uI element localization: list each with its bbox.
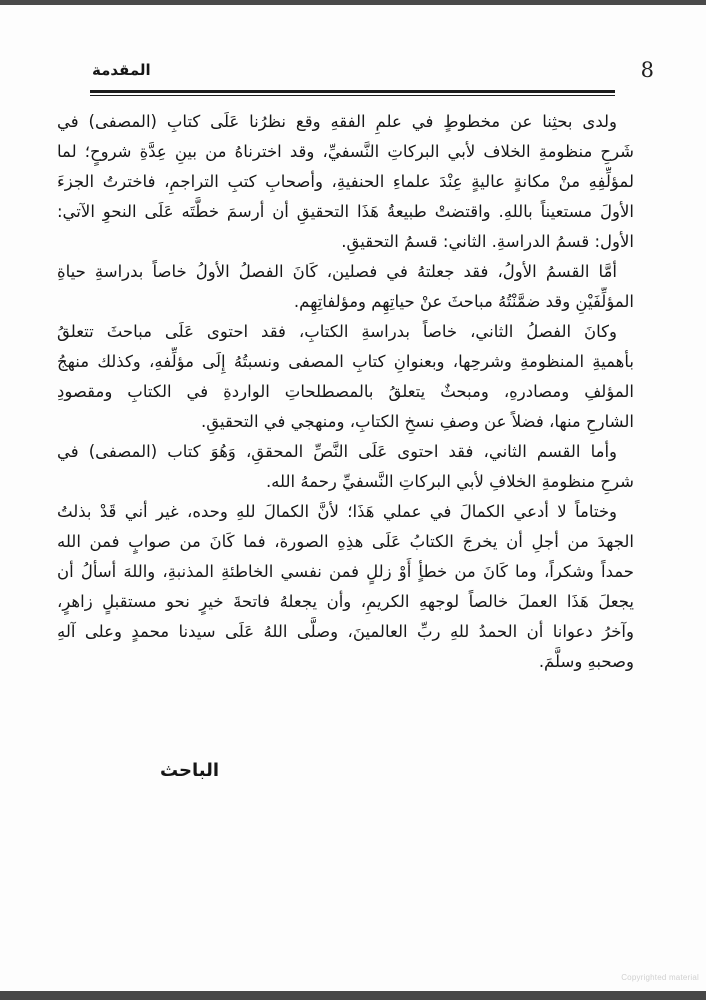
text-line: وكانَ الفصلُ الثاني، خاصاً بدراسةِ الكتابِ، فقد احتوى عَلَى مباحثَ تتعلقُ — [57, 322, 617, 341]
text-line: لمؤلِّفِهِ منْ مكانةٍ عاليةٍ عِنْدَ علماءِ الحنفيةِ، وأصحابِ كتبِ التراجمِ، فاخترتُ الجزءَ — [57, 172, 634, 191]
body-text — [57, 107, 634, 677]
text-line: شرحِ منظومةِ الخلافِ لأبي البركاتِ النَّسفيِّ رحمهُ الله. — [265, 472, 634, 491]
text-line: وآخرُ دعوانا أن الحمدُ للهِ ربِّ العالمينَ، وصلَّى اللهُ عَلَى سيدنا محمدٍ وعلى آلهِ — [57, 622, 634, 641]
section-title: المقدمة — [92, 61, 151, 79]
text-line: أمَّا القسمُ الأولُ، فقد جعلتهُ في فصلين، كَانَ الفصلُ الأولُ خاصاً بدراسةِ حياةِ — [57, 262, 617, 281]
text-line: الأولَ مستعيناً باللهِ. واقتضتْ طبيعةُ هَذَا التحقيقِ أن أرسمَ خطَّتَه عَلَى النحوِ الآتي: — [57, 202, 634, 221]
header-rule — [90, 90, 615, 96]
text-line: يجعلَ هَذَا العملَ خالصاً لوجههِ الكريمِ، وأن يجعلهُ فاتحةَ خيرٍ نحو مستقبلٍ زاهرٍ، — [57, 592, 634, 611]
text-line: وأما القسم الثاني، فقد احتوى عَلَى النَّصِّ المحققِ، وَهُوَ كتاب (المصفى) في — [57, 442, 617, 461]
text-line: وصحبهِ وسلَّمَ. — [538, 652, 634, 671]
text-line: شَرحِ منظومةِ الخلاف لأبي البركاتِ النَّسفيِّ، وقد اخترناهُ من بينِ عِدَّةِ شروحٍ؛ لما — [57, 142, 634, 161]
copyright-watermark: Copyrighted material — [621, 973, 699, 982]
text-line: المؤلفِ ومصادرهِ، ومبحثٌ يتعلقُ بالمصطلحاتِ الواردةِ في الكتابِ ومقصودِ — [57, 382, 634, 401]
text-line: الأول: قسمُ الدراسةِ. الثاني: قسمُ التحقيقِ. — [341, 232, 634, 251]
text-line: ولدى بحثِنا عن مخطوطٍ في علمِ الفقهِ وقع نظرُنا عَلَى كتابِ (المصفى) في — [57, 112, 617, 131]
page-number: 8 — [640, 58, 654, 82]
scan-edge-bottom — [0, 991, 706, 1000]
text-line: وختاماً لا أدعي الكمالَ في عملي هَذَا؛ لأنَّ الكمالَ للهِ وحده، غير أني قَدْ بذلتُ — [57, 502, 617, 521]
text-line: الشارحِ منها، فضلاً عن وصفِ نسخِ الكتابِ، ومنهجي في التحقيقِ. — [200, 412, 634, 431]
signature-label: الباحث — [160, 760, 220, 781]
text-line: بأهميةِ المنظومةِ وشرحِها، وبعنوانِ كتابِ المصفى ونسبتُهُ إِلَى مؤلِّفهِ، وكذلك منهجُ — [57, 352, 634, 371]
scan-edge-top — [0, 0, 706, 5]
text-line: الجهدَ من أجلِ أن يخرجَ الكتابُ عَلَى هذِهِ الصورة، فما كَانَ من صوابٍ فمن الله — [57, 532, 634, 551]
text-line: حمداً وشكراً، وما كَانَ من خطأٍ أَوْ زللٍ فمن نفسي الخاطئةِ المذنبةِ، واللهَ أسألُ أن — [57, 562, 634, 581]
text-line: المؤلِّفَيْنِ وقد ضمَّنْتُهُ مباحثَ عنْ حياتِهِم ومؤلفاتِهِم. — [293, 292, 634, 311]
